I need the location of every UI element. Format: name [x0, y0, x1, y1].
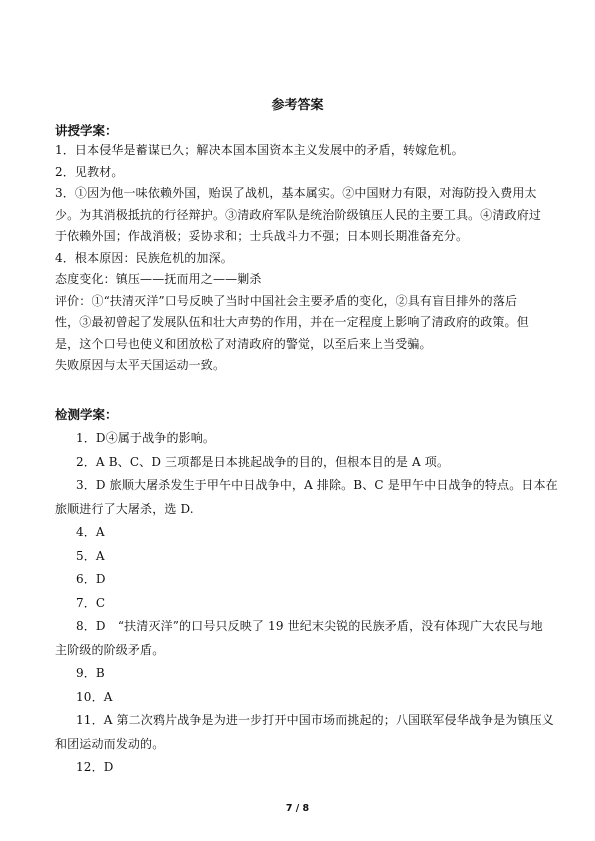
test-line: 2．A B、C、D 三项都是日本挑起战争的目的，但根本目的是 A 项。: [76, 454, 450, 469]
test-line: 5．A: [76, 548, 105, 563]
lecture-line: 失败原因与太平天国运动一致。: [55, 358, 226, 372]
lecture-line: 态度变化：镇压——抚而用之——剿杀: [55, 272, 262, 286]
lecture-line: 4．根本原因：民族危机的加深。: [55, 250, 233, 265]
lecture-section-heading: 讲授学案：: [55, 123, 118, 138]
test-line: 和团运动而发动的。: [55, 736, 165, 751]
test-line: 3．D 旅顺大屠杀发生于甲午中日战争中，A 排除。B、C 是甲午中日战争的特点。日本在: [76, 478, 558, 492]
lecture-line: 少。为其消极抵抗的行径辩护。③清政府军队是统治阶级镇压人民的主要工具。④清政府过: [55, 207, 542, 222]
test-line: 12．D: [76, 760, 114, 774]
test-line: 11．A 第二次鸦片战争是为进一步打开中国市场而挑起的；八国联军侵华战争是为镇压义: [76, 713, 554, 727]
lecture-line: 1．日本侵华是蓄谋已久；解决本国本国资本主义发展中的矛盾，转嫁危机。: [55, 143, 464, 157]
test-line: 4．A: [76, 525, 105, 539]
test-line: 旅顺进行了大屠杀，选 D.: [55, 501, 194, 516]
page-number: 7 / 8: [285, 803, 310, 814]
test-answers: [55, 427, 558, 780]
test-line: 7．C: [76, 595, 106, 610]
test-line: 9．B: [76, 666, 105, 680]
test-line: 主阶级的阶级矛盾。: [55, 642, 165, 657]
lecture-line: 2．见教材。: [55, 164, 124, 179]
lecture-answers: [55, 140, 549, 377]
lecture-line: 评价：①“扶清灭洋”口号反映了当时中国社会主要矛盾的变化，②具有盲目排外的落后: [55, 293, 518, 308]
lecture-line: 是，这个口号也使义和团放松了对清政府的警觉，以至后来上当受骗。: [55, 336, 432, 351]
test-line: 6．D: [76, 572, 106, 586]
lecture-line: 性，③最初曾起了发展队伍和壮大声势的作用，并在一定程度上影响了清政府的政策。但: [55, 315, 529, 329]
lecture-line: 于依赖外国；作战消极；妥协求和；士兵战斗力不强；日本则长期准备充分。: [55, 229, 469, 243]
lecture-line: 3．①因为他一味依赖外国，贻误了战机，基本属实。②中国财力有限，对海防投入费用太: [55, 186, 537, 200]
test-line: 1．D④属于战争的影响。: [76, 431, 216, 445]
page-title: 参考答案: [271, 98, 324, 113]
test-section-heading: 检测学案：: [55, 407, 118, 422]
test-line: 10．A: [76, 689, 113, 704]
test-line: 8．D “扶清灭洋”的口号只反映了 19 世纪末尖锐的民族矛盾，没有体现广大农民与地: [76, 619, 543, 633]
